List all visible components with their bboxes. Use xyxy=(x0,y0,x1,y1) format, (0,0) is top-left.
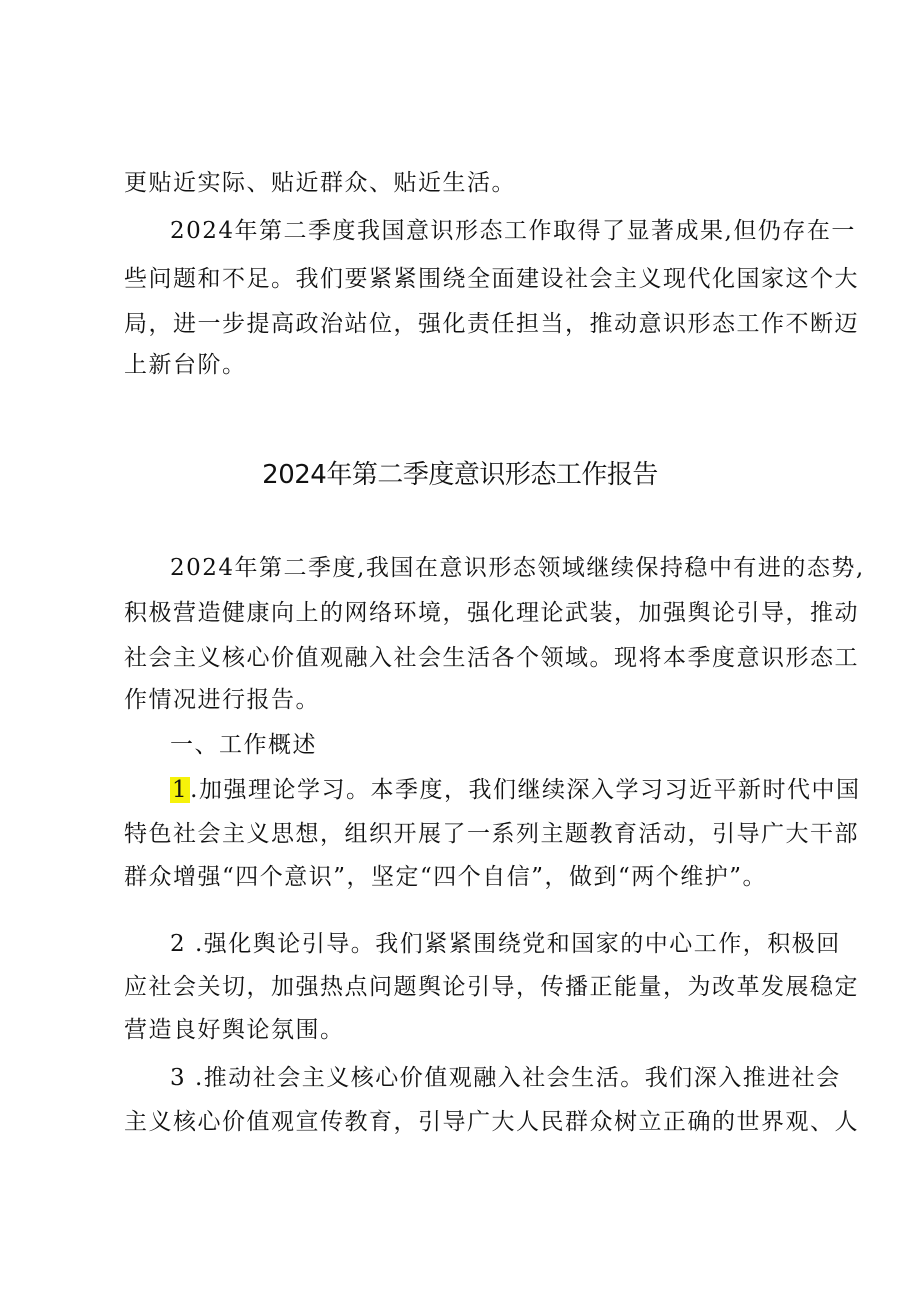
item-3-line: 3 .推动社会主义核心价值观融入社会生活。我们深入推进社会 xyxy=(170,1065,841,1091)
intro-line: 些问题和不足。我们要紧紧围绕全面建设社会主义现代化国家这个大 xyxy=(124,266,859,292)
item-1-text: .加强理论学习。本季度，我们继续深入学习习近平新时代中国 xyxy=(190,777,861,803)
intro-line: 更贴近实际、贴近群众、贴近生活。 xyxy=(124,170,516,196)
paragraph-line: 社会主义核心价值观融入社会生活各个领域。现将本季度意识形态工 xyxy=(124,645,859,671)
intro-line: 上新台阶。 xyxy=(124,352,247,378)
paragraph-line: 作情况进行报告。 xyxy=(124,687,320,713)
item-3-line: 主义核心价值观宣传教育，引导广大人民群众树立正确的世界观、人 xyxy=(124,1109,859,1135)
document-title: 2024年第二季度意识形态工作报告 xyxy=(262,460,658,490)
intro-line: 局，进一步提高政治站位，强化责任担当，推动意识形态工作不断迈 xyxy=(124,311,859,337)
paragraph-line: 2024年第二季度,我国在意识形态领域继续保持稳中有进的态势, xyxy=(170,555,865,581)
section-heading: 一、工作概述 xyxy=(170,732,317,758)
intro-line: 2024年第二季度我国意识形态工作取得了显著成果,但仍存在一 xyxy=(170,218,856,244)
item-1-line xyxy=(170,775,861,805)
item-1-line: 群众增强“四个意识”，坚定“四个自信”，做到“两个维护”。 xyxy=(124,864,768,890)
item-1-line: 特色社会主义思想，组织开展了一系列主题教育活动，引导广大干部 xyxy=(124,821,859,847)
highlighted-number: 1 xyxy=(172,777,189,803)
item-2-line: 2 .强化舆论引导。我们紧紧围绕党和国家的中心工作，积极回 xyxy=(170,931,841,957)
item-2-line: 应社会关切，加强热点问题舆论引导，传播正能量，为改革发展稳定 xyxy=(124,974,859,1000)
item-2-line: 营造良好舆论氛围。 xyxy=(124,1017,345,1043)
paragraph-line: 积极营造健康向上的网络环境，强化理论武装，加强舆论引导，推动 xyxy=(124,600,859,626)
